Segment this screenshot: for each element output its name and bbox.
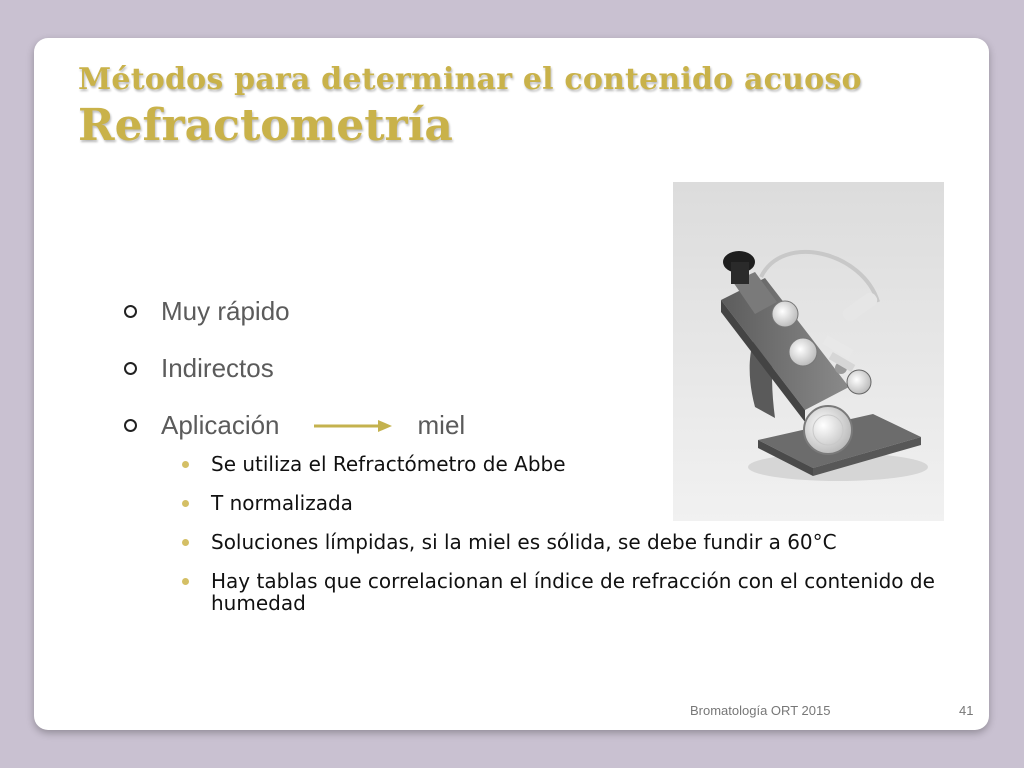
bullet-text: Muy rápido bbox=[161, 296, 290, 326]
sub-bullet-text: Soluciones límpidas, si la miel es sólida, se debe fundir a 60°C bbox=[211, 530, 837, 554]
bullet-item bbox=[124, 397, 465, 454]
title-line-1: Métodos para determinar el contenido acuoso bbox=[78, 62, 862, 97]
refractometer-photo bbox=[673, 182, 944, 521]
dot-bullet-icon bbox=[182, 461, 189, 468]
bullet-text: Aplicación bbox=[161, 410, 280, 440]
sub-bullet-text: T normalizada bbox=[211, 491, 353, 515]
dot-bullet-icon bbox=[182, 578, 189, 585]
ring-bullet-icon bbox=[124, 305, 137, 318]
arrow-target-text: miel bbox=[417, 410, 466, 440]
sub-bullet-text: Se utiliza el Refractómetro de Abbe bbox=[211, 452, 566, 476]
bullet-text: Indirectos bbox=[161, 353, 274, 383]
sub-bullet-item bbox=[182, 570, 982, 614]
slide bbox=[34, 38, 989, 730]
right-arrow-icon bbox=[314, 417, 394, 435]
bullet-item bbox=[124, 283, 465, 340]
ring-bullet-icon bbox=[124, 419, 137, 432]
sub-bullet-item bbox=[182, 531, 982, 553]
sub-bullet-text: Hay tablas que correlacionan el índice de refracción con el contenido de humedad bbox=[211, 569, 935, 615]
main-bullet-list bbox=[124, 283, 465, 454]
slide-title bbox=[78, 60, 862, 152]
ring-bullet-icon bbox=[124, 362, 137, 375]
page-number: 41 bbox=[959, 703, 974, 718]
footer-text: Bromatología ORT 2015 bbox=[690, 703, 831, 718]
title-line-2: Refractometría bbox=[78, 100, 453, 151]
dot-bullet-icon bbox=[182, 500, 189, 507]
dot-bullet-icon bbox=[182, 539, 189, 546]
bullet-item bbox=[124, 340, 465, 397]
